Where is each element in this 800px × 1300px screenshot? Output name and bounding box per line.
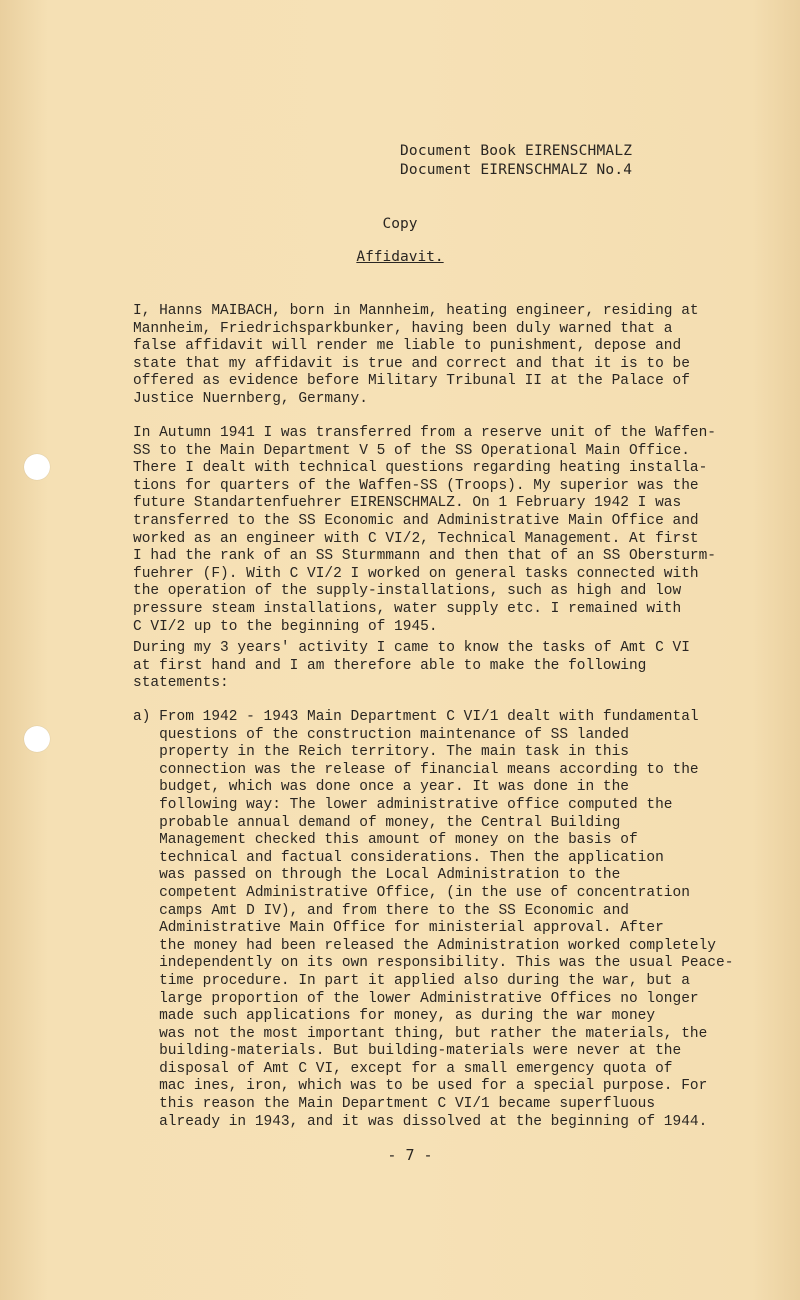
page-number: - 7 - (387, 1146, 433, 1164)
copy-label: Copy (382, 216, 418, 232)
paragraph-declaration: I, Hanns MAIBACH, born in Mannheim, heating engineer, residing at Mannheim, Friedrichsparkbunker, having been duly warned that a false affidavit will render me liable to punishment, depose and state that my affidavit is true and correct and that it is to be offered as evidence before Military Tribunal II at the Palace of Justice Nuernberg, Germany. (133, 303, 699, 407)
document-book-ref: Document Book EIRENSCHMALZ (400, 143, 633, 159)
affidavit-title: Affidavit. (356, 249, 444, 265)
punch-hole (24, 726, 50, 752)
punch-hole (24, 454, 50, 480)
paragraph-activity: During my 3 years' activity I came to know the tasks of Amt C VI at first hand and I am therefore able to make the following statements: (133, 640, 690, 692)
document-number-ref: Document EIRENSCHMALZ No.4 (400, 162, 633, 178)
paragraph-transfer: In Autumn 1941 I was transferred from a reserve unit of the Waffen- SS to the Main Department V 5 of the SS Operational Main Office. There I dealt with technical questions regarding heating installa- tions for quarters of the Waffen-SS (Troops). My superior was the future Standartenfuehrer EIRENSCHMALZ. On 1 February 1942 I was transferred to the SS Economic and Administrative Main Office and worked as an engineer with C VI/2, Technical Management. At first I had the rank of an SS Sturmmann and then that of an SS Obersturm- fuehrer (F). With C VI/2 I worked on general tasks connected with the operation of the supply-installations, such as high and low pressure steam installations, water supply etc. I remained with C VI/2 up to the beginning of 1945. (133, 425, 716, 635)
paragraph-item-a: a) From 1942 - 1943 Main Department C VI/1 dealt with fundamental questions of the construction maintenance of SS landed property in the Reich territory. The main task in this connection was the release of financial means according to the budget, which was done once a year. It was done in the following way: The lower administrative office computed the probable annual demand of money, the Central Building Management checked this amount of money on the basis of technical and factual considerations. Then the application was passed on through the Local Administration to the competent Administrative Office, (in the use of concentration camps Amt D IV), and from there to the SS Economic and Administrative Main Office for ministerial approval. After the money had been released the Administration worked completely independently on its own responsibility. This was the usual Peace- time procedure. In part it applied also during the war, but a large proportion of the lower Administrative Offices no longer made such applications for money, as during the war money was not the most important thing, but rather the materials, the building-materials. But building-materials were never at the disposal of Amt C VI, except for a small emergency quota of mac ines, iron, which was to be used for a special purpose. For this reason the Main Department C VI/1 became superfluous already in 1943, and it was dissolved at the beginning of 1944. (133, 709, 734, 1130)
